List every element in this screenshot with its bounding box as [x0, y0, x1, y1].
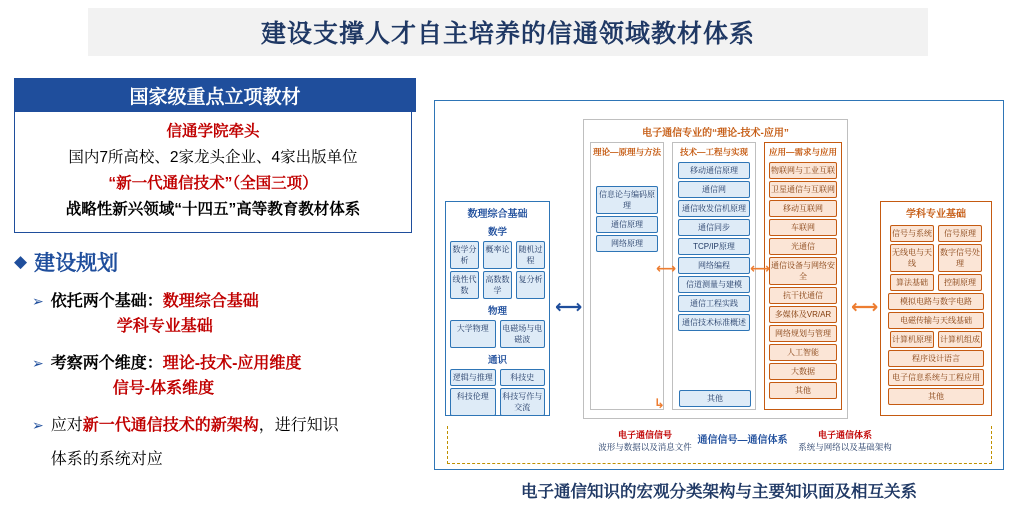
chip-tech-2: 通信网: [678, 181, 750, 198]
group-general-title: 通识: [487, 355, 507, 366]
chip-app-7: 抗干扰通信: [769, 287, 837, 304]
chip-theory-3: 网络原理: [596, 235, 658, 252]
page-title: 建设支撑人才自主培养的信通领域教材体系: [260, 20, 755, 48]
plan-item-2-lead: 考察两个维度：: [50, 355, 163, 372]
column-application-chips: [765, 162, 841, 399]
plan-item-2-hl1: 理论-技术-应用维度: [162, 355, 302, 372]
group-math-title: 数学: [487, 227, 507, 238]
plan-item-1-body: [51, 289, 259, 339]
page-title-banner: [88, 8, 928, 56]
chip-tech-7: 信道测量与建模: [678, 276, 750, 293]
chip-general-2: 科技史: [500, 369, 546, 386]
chip-app-10: 人工智能: [769, 344, 837, 361]
chip-disc-13: 其他: [888, 388, 984, 405]
chip-disc-11: 程序设计语言: [888, 350, 984, 367]
chip-disc-5: 算法基础: [890, 274, 934, 291]
plan-item-1-lead: 依托两个基础：: [50, 293, 163, 310]
plan-heading: [14, 247, 424, 277]
column-technology-chips: [673, 162, 755, 331]
plan-item-3-body: [51, 413, 339, 472]
panel-theory-tech-app: [583, 119, 848, 419]
panel-math-foundation: [445, 201, 550, 416]
bottom-label-left: [585, 429, 705, 453]
chip-disc-7: 模拟电路与数字电路: [888, 293, 984, 310]
chip-tech-9: 通信技术标准概述: [678, 314, 750, 331]
key-project-header: 国家级重点立项教材: [14, 78, 416, 112]
bottom-label-left-sub: 波形与数据以及消息文件: [598, 442, 692, 452]
key-project-line-3: “新一代通信技术”（全国三项）: [108, 175, 318, 192]
chip-app-3: 移动互联网: [769, 200, 837, 217]
chip-general-1: 逻辑与推理: [450, 369, 496, 386]
discipline-row-1: [890, 225, 982, 242]
bottom-label-right: [780, 429, 910, 453]
chip-app-1: 物联网与工业互联: [769, 162, 837, 179]
chip-math-3: 随机过程: [516, 241, 545, 269]
column-theory-chips: [591, 162, 663, 252]
arrow-right-icon: ➢: [32, 417, 44, 433]
key-project-line-2: 国内7所高校、2家龙头企业、4家出版单位: [68, 149, 358, 166]
panel-math-foundation-title: 数理综合基础: [467, 209, 528, 220]
diagram-caption: 电子通信知识的宏观分类架构与主要知识面及相互关系: [521, 483, 917, 501]
plan-item-3: [32, 413, 424, 472]
chip-tech-1: 移动通信原理: [678, 162, 750, 179]
chip-app-6: 通信设备与网络安全: [769, 257, 837, 285]
plan-item-1-hl2: 学科专业基础: [116, 318, 213, 335]
bottom-label-middle: 通信信号—通信体系: [697, 435, 788, 446]
discipline-row-2: [890, 244, 982, 272]
diamond-icon: ◆: [14, 252, 28, 271]
plan-heading-label: 建设规划: [34, 252, 119, 275]
chip-physics-2: 电磁场与电磁波: [500, 320, 546, 348]
bottom-label-right-title: 电子通信体系: [817, 430, 872, 440]
arrow-center-right-icon: ⟷: [851, 297, 879, 318]
panel-discipline-chips: [881, 220, 991, 410]
chip-app-4: 车联网: [769, 219, 837, 236]
chip-tech-8: 通信工程实践: [678, 295, 750, 312]
chip-app-8: 多媒体及VR/AR: [769, 306, 837, 323]
knowledge-architecture-diagram: [434, 100, 1004, 470]
chip-app-11: 大数据: [769, 363, 837, 380]
chip-math-5: 高数数学: [483, 271, 512, 299]
key-project-line-1: 信通学院牵头: [166, 123, 260, 140]
chip-theory-1: 信息论与编码原理: [596, 186, 658, 214]
chip-tech-4: 通信同步: [678, 219, 750, 236]
chip-physics-1: 大学物理: [450, 320, 496, 348]
chip-disc-2: 信号原理: [938, 225, 982, 242]
plan-item-1-hl1: 数理综合基础: [162, 293, 259, 310]
chip-tech-6: 网络编程: [678, 257, 750, 274]
group-general-row-1: [450, 369, 545, 386]
chip-disc-6: 控制原理: [938, 274, 982, 291]
chip-disc-9: 计算机原理: [890, 331, 934, 348]
plan-item-1: [32, 289, 424, 339]
chip-app-12: 其他: [769, 382, 837, 399]
column-theory: [590, 142, 664, 410]
chip-math-4: 线性代数: [450, 271, 479, 299]
panel-discipline-foundation: [880, 201, 992, 416]
plan-item-2: [32, 351, 424, 401]
chip-general-4: 科技写作与交流: [500, 388, 546, 416]
chip-app-2: 卫星通信与互联网: [769, 181, 837, 198]
arrow-tech-app-icon: ⟷: [750, 260, 771, 276]
chip-disc-12: 电子信息系统与工程应用: [888, 369, 984, 386]
column-application: [764, 142, 842, 410]
chip-disc-3: 无线电与天线: [890, 244, 934, 272]
group-math-row-2: [450, 271, 545, 299]
column-technology-head: 技术—工程与实现: [679, 147, 748, 157]
arrow-right-icon: ➢: [32, 355, 44, 371]
arrow-left-right-icon: ⟷: [555, 297, 583, 318]
column-technology: [672, 142, 756, 410]
key-project-line-4: 战略性新兴领域“十四五”高等教育教材体系: [65, 201, 361, 218]
panel-center-title: 电子通信专业的“理论-技术-应用”: [642, 128, 789, 139]
arrow-theory-tech-icon: ⟷: [656, 260, 677, 276]
arrow-feedback-icon: ↳: [654, 396, 665, 411]
plan-item-2-hl2: 信号-体系维度: [112, 380, 215, 397]
chip-math-1: 数学分析: [450, 241, 479, 269]
arrow-right-icon: ➢: [32, 293, 44, 309]
chip-tech-other: 其他: [679, 390, 751, 407]
group-general-row-2: [450, 388, 545, 416]
plan-item-3-lead: 应对: [50, 417, 83, 434]
chip-tech-3: 通信收发信机原理: [678, 200, 750, 217]
chip-general-3: 科技伦理: [450, 388, 496, 416]
chip-app-5: 光通信: [769, 238, 837, 255]
chip-app-9: 网络规划与管理: [769, 325, 837, 342]
plan-item-3-hl1: 新一代通信技术的新架构: [82, 417, 259, 434]
discipline-row-3: [890, 274, 982, 291]
chip-theory-2: 通信原理: [596, 216, 658, 233]
bottom-label-left-title: 电子通信信号: [617, 430, 672, 440]
chip-disc-8: 电磁传输与天线基础: [888, 312, 984, 329]
chip-math-6: 复分析: [516, 271, 545, 299]
plan-item-3-tail: ，进行知识: [258, 417, 339, 434]
panel-discipline-title: 学科专业基础: [906, 209, 966, 220]
group-math-row-1: [450, 241, 545, 269]
chip-disc-1: 信号与系统: [890, 225, 934, 242]
plan-item-2-body: [51, 351, 302, 401]
discipline-row-6: [890, 331, 982, 348]
plan-item-3-line2: 体系的系统对应: [50, 451, 163, 468]
column-application-head: 应用—需求与应用: [768, 147, 837, 157]
key-project-box: [14, 112, 412, 233]
group-physics-row-1: [450, 320, 545, 348]
chip-tech-5: TCP/IP原理: [678, 238, 750, 255]
chip-disc-4: 数字信号处理: [938, 244, 982, 272]
bottom-label-right-sub: 系统与网络以及基础架构: [798, 442, 892, 452]
chip-math-2: 概率论: [483, 241, 512, 269]
chip-disc-10: 计算机组成: [938, 331, 982, 348]
left-column: [14, 78, 424, 518]
column-theory-head: 理论—原理与方法: [592, 147, 661, 157]
group-physics-title: 物理: [487, 306, 507, 317]
